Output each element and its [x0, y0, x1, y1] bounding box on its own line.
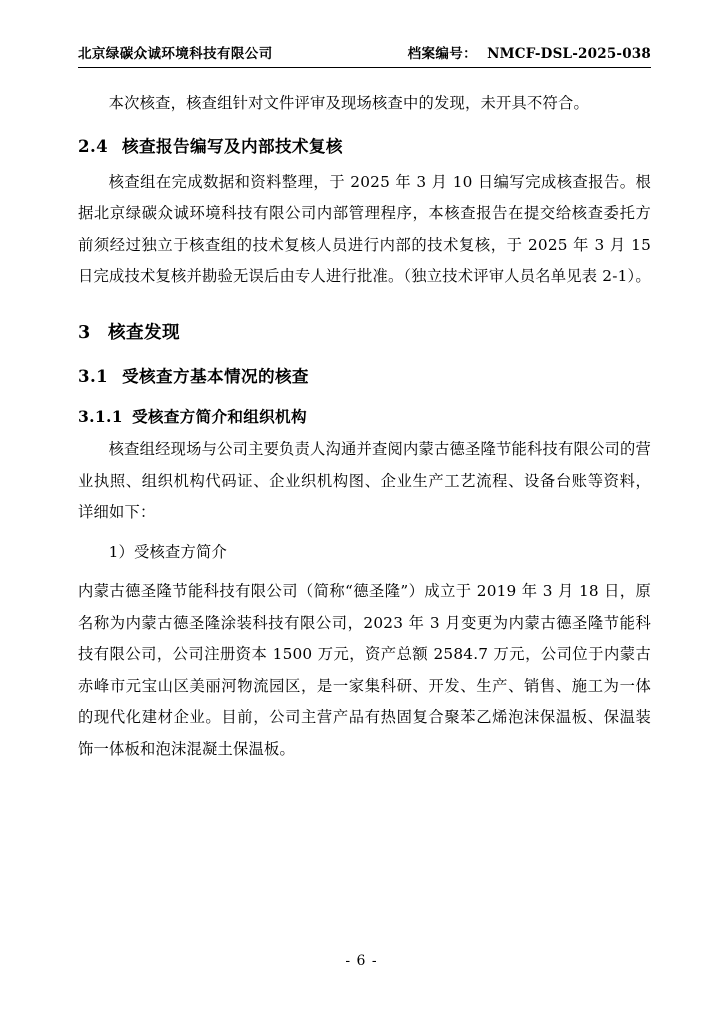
header-archive — [408, 42, 651, 62]
archive-code: NMCF-DSL-2025-038 — [487, 46, 651, 62]
heading-3-number: 3 — [78, 321, 91, 343]
archive-label: 档案编号： — [407, 46, 478, 62]
heading-3-1-number: 3.1 — [78, 365, 109, 386]
heading-2-4 — [78, 130, 651, 163]
heading-3-text: 核查发现 — [108, 321, 180, 343]
page-header — [78, 42, 651, 68]
paragraph-report-review: 核查组在完成数据和资料整理，于 2025 年 3 月 10 日编写完成核查报告。根据北京绿碳众诚环境科技有限公司内部管理程序，本核查报告在提交给核查委托方前须经过独立于核查组的技术复核人员进行内部的技术复核，于 2025 年 3 月 15 日完成技术复核并勘验无误后由专人进行批准。（独立技术评审人员名单见表 2-1）。 — [78, 172, 651, 286]
paragraph-company-profile: 内蒙古德圣隆节能科技有限公司（简称“德圣隆”）成立于 2019 年 3 月 18 日，原名称为内蒙古德圣隆涂装科技有限公司，2023 年 3 月变更为内蒙古德圣隆节能科技有限公司，公司注册资本 1500 万元，资产总额 2584.7 万元，公司位于内蒙古赤峰市元宝山区美丽河物流园区，是一家集科研、开发、生产、销售、施工为一体的现代化建材企业。目前，公司主营产品有热固复合聚苯乙烯泡沫保温板、保温装饰一体板和泡沫混凝土保温板。 — [78, 582, 651, 758]
paragraph-organization: 核查组经现场与公司主要负责人沟通并查阅内蒙古德圣隆节能科技有限公司的营业执照、组织机构代码证、企业织机构图、企业生产工艺流程、设备台账等资料，详细如下： — [78, 440, 651, 522]
heading-3-1-1-text: 受核查方简介和组织机构 — [132, 407, 307, 427]
paragraph-intro: 本次核查，核查组针对文件评审及现场核查中的发现，未开具不符合。 — [108, 94, 589, 112]
heading-3-1-1 — [78, 401, 651, 432]
heading-2-4-number: 2.4 — [78, 135, 109, 156]
heading-3-1 — [78, 360, 651, 393]
header-company-name: 北京绿碳众诚环境科技有限公司 — [78, 46, 273, 62]
heading-3-1-text: 受核查方基本情况的核查 — [122, 365, 309, 386]
heading-3-1-1-number: 3.1.1 — [78, 407, 123, 427]
paragraph-item-1: 1）受核查方简介 — [108, 542, 228, 561]
page-number: - 6 - — [345, 953, 378, 969]
spacer — [78, 295, 651, 301]
heading-2-4-text: 核查报告编写及内部技术复核 — [122, 135, 343, 156]
heading-3 — [78, 315, 651, 350]
